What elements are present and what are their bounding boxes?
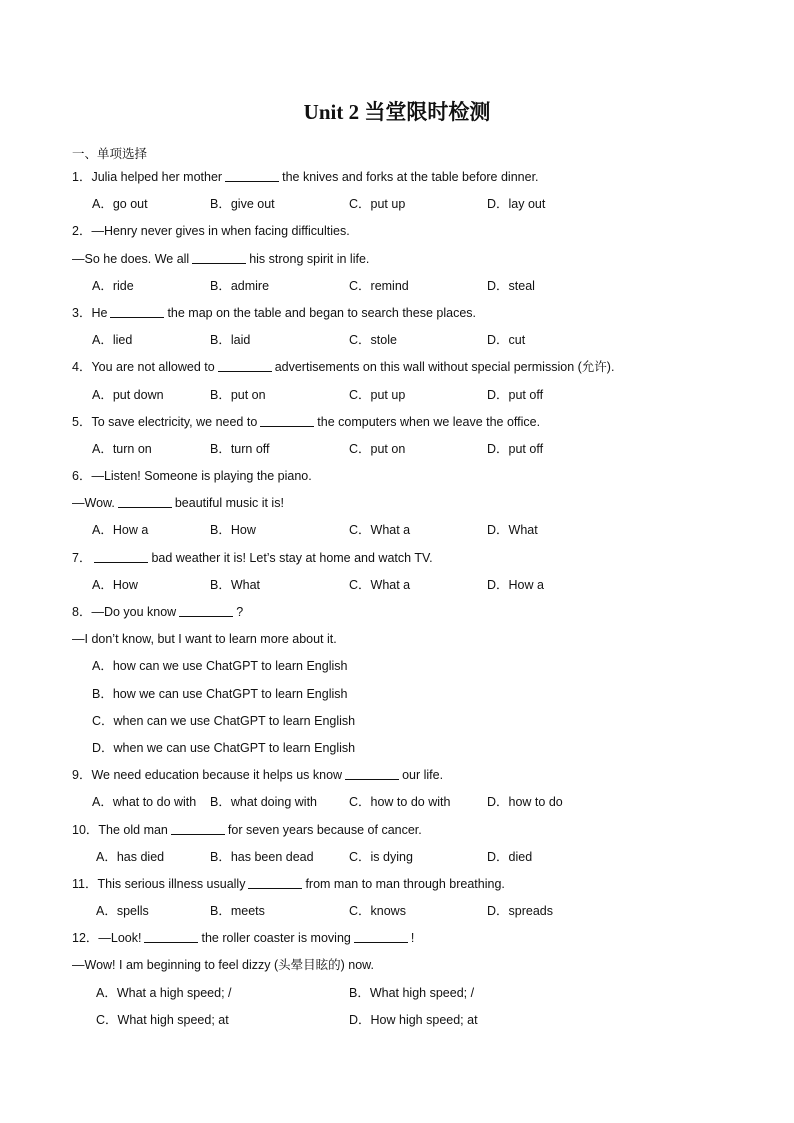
question-6-reply: —Wow. beautiful music it is! bbox=[72, 496, 284, 511]
option-b[interactable]: B．laid bbox=[210, 333, 251, 348]
question-11: 11．This serious illness usually from man to man through breathing. bbox=[72, 876, 505, 891]
option-c[interactable]: C．remind bbox=[349, 278, 409, 293]
option-c[interactable]: C．What a bbox=[349, 577, 411, 592]
option-d[interactable]: D．What bbox=[487, 523, 538, 538]
option-d[interactable]: D．How high speed; at bbox=[349, 1012, 478, 1027]
option-b[interactable]: B．give out bbox=[210, 197, 275, 212]
answer-blank bbox=[260, 413, 314, 427]
question-text: the knives and forks at the table before dinner. bbox=[282, 170, 539, 184]
options-10 bbox=[72, 844, 732, 871]
question-12: 12．—Look! the roller coaster is moving ! bbox=[72, 931, 415, 946]
question-3: 3．He the map on the table and began to search these places. bbox=[72, 305, 476, 320]
option-b[interactable]: B．put on bbox=[210, 387, 266, 402]
options-2 bbox=[72, 273, 732, 300]
question-text: 2．—Henry never gives in when facing difficulties. bbox=[72, 224, 350, 239]
options-4 bbox=[72, 382, 732, 409]
option-a[interactable]: A．How bbox=[92, 577, 138, 592]
options-3 bbox=[72, 327, 732, 354]
answer-blank bbox=[110, 304, 164, 318]
option-c[interactable]: C．knows bbox=[349, 904, 406, 919]
option-b[interactable]: B．How bbox=[210, 523, 256, 538]
option-a[interactable]: A．put down bbox=[92, 387, 164, 402]
option-d[interactable]: D．spreads bbox=[487, 904, 553, 919]
option-c[interactable]: C．when can we use ChatGPT to learn English bbox=[92, 713, 356, 728]
page-title: Unit 2 当堂限时检测 bbox=[303, 100, 491, 124]
answer-blank bbox=[144, 929, 198, 943]
question-7: 7． bad weather it is! Let’s stay at home and watch TV. bbox=[72, 550, 433, 565]
question-5: 5．To save electricity, we need to the computers when we leave the office. bbox=[72, 414, 541, 429]
option-c[interactable]: C．stole bbox=[349, 333, 397, 348]
options-11 bbox=[72, 898, 732, 925]
question-1 bbox=[72, 164, 732, 191]
option-b[interactable]: B．turn off bbox=[210, 441, 270, 456]
answer-blank bbox=[218, 358, 272, 372]
option-d[interactable]: D．lay out bbox=[487, 197, 546, 212]
options-12-row-1 bbox=[72, 980, 732, 1007]
answer-blank bbox=[118, 494, 172, 508]
option-d[interactable]: D．died bbox=[487, 849, 533, 864]
question-8-reply: —I don’t know, but I want to learn more about it. bbox=[72, 632, 337, 647]
answer-blank bbox=[179, 603, 233, 617]
option-a[interactable]: A．go out bbox=[92, 197, 148, 212]
question-8: 8．—Do you know ? bbox=[72, 605, 244, 619]
option-a[interactable]: A．how can we use ChatGPT to learn English bbox=[92, 659, 348, 674]
answer-blank bbox=[94, 549, 148, 563]
answer-blank bbox=[225, 168, 279, 182]
question-6: 6．—Listen! Someone is playing the piano. bbox=[72, 469, 312, 484]
option-b[interactable]: B．meets bbox=[210, 904, 265, 919]
options-1 bbox=[72, 191, 732, 218]
options-5 bbox=[72, 436, 732, 463]
answer-blank bbox=[248, 875, 302, 889]
question-2 bbox=[72, 218, 732, 245]
option-a[interactable]: A．How a bbox=[92, 523, 149, 538]
option-b[interactable]: B．admire bbox=[210, 278, 270, 293]
option-b[interactable]: B．what doing with bbox=[210, 795, 318, 810]
option-b[interactable]: B．What bbox=[210, 577, 261, 592]
option-a[interactable]: A．What a high speed; / bbox=[96, 985, 232, 1000]
option-d[interactable]: D．How a bbox=[487, 577, 544, 592]
question-10: 10．The old man for seven years because of cancer. bbox=[72, 822, 422, 837]
section-heading: 一、单项选择 bbox=[72, 147, 148, 161]
options-6 bbox=[72, 517, 732, 544]
question-2-reply: —So he does. We all his strong spirit in life. bbox=[72, 251, 370, 266]
answer-blank bbox=[171, 821, 225, 835]
answer-blank bbox=[192, 250, 246, 264]
option-d[interactable]: D．cut bbox=[487, 333, 526, 348]
option-a[interactable]: A．spells bbox=[96, 904, 149, 919]
option-a[interactable]: A．lied bbox=[92, 333, 133, 348]
option-d[interactable]: D．how to do bbox=[487, 795, 563, 810]
options-12-row-2 bbox=[72, 1007, 732, 1034]
option-c[interactable]: C．put up bbox=[349, 197, 406, 212]
question-9: 9．We need education because it helps us know our life. bbox=[72, 768, 444, 783]
option-b[interactable]: B．What high speed; / bbox=[349, 985, 475, 1000]
option-c[interactable]: C．put up bbox=[349, 387, 406, 402]
options-7 bbox=[72, 572, 732, 599]
answer-blank bbox=[345, 766, 399, 780]
question-4: 4．You are not allowed to advertisements on this wall without special permission (允许). bbox=[72, 360, 615, 375]
option-d[interactable]: D．when we can use ChatGPT to learn English bbox=[92, 740, 356, 755]
option-a[interactable]: A．has died bbox=[96, 849, 165, 864]
option-b[interactable]: B．has been dead bbox=[210, 849, 314, 864]
option-c[interactable]: C．is dying bbox=[349, 849, 413, 864]
answer-blank bbox=[354, 929, 408, 943]
question-text: 1．Julia helped her mother bbox=[72, 170, 223, 184]
option-d[interactable]: D．steal bbox=[487, 278, 535, 293]
option-d[interactable]: D．put off bbox=[487, 387, 544, 402]
option-b[interactable]: B．how we can use ChatGPT to learn English bbox=[92, 686, 348, 701]
worksheet-body bbox=[72, 144, 732, 1034]
question-12-reply: —Wow! I am beginning to feel dizzy (头晕目眩的) now. bbox=[72, 958, 374, 973]
option-c[interactable]: C．What high speed; at bbox=[96, 1012, 229, 1027]
option-c[interactable]: C．put on bbox=[349, 441, 406, 456]
option-a[interactable]: A．what to do with bbox=[92, 795, 197, 810]
option-c[interactable]: C．What a bbox=[349, 523, 411, 538]
option-a[interactable]: A．ride bbox=[92, 278, 134, 293]
option-a[interactable]: A．turn on bbox=[92, 441, 152, 456]
options-9 bbox=[72, 789, 732, 816]
option-c[interactable]: C．how to do with bbox=[349, 795, 451, 810]
option-d[interactable]: D．put off bbox=[487, 441, 544, 456]
